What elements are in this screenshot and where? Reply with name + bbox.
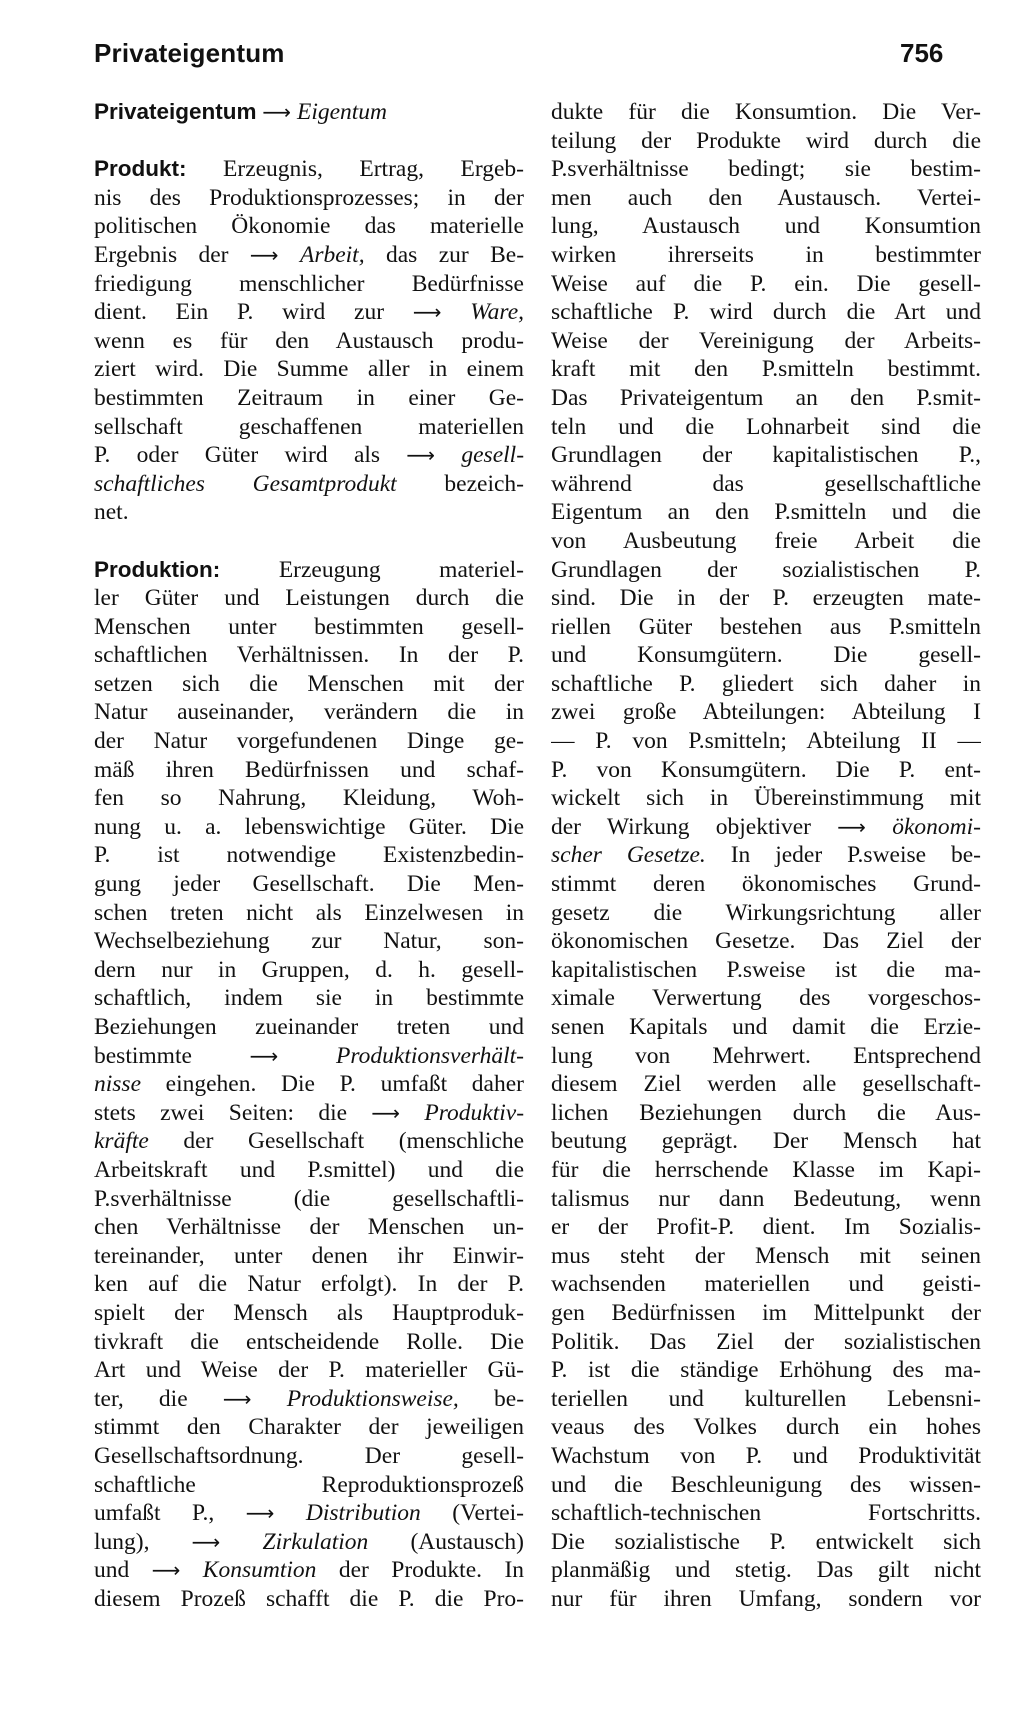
text-line: dukte für die Konsumtion. Die Ver-	[551, 99, 981, 125]
text-line: gesetz die Wirkungsrichtung aller	[551, 899, 981, 926]
cross-reference: schaftliches Gesamtprodukt	[94, 470, 397, 497]
text-line: bestimmten Zeitraum in einer Ge-	[94, 384, 524, 411]
cross-reference: Produktionsweise,	[286, 1385, 459, 1412]
cross-reference: kräfte	[94, 1128, 149, 1155]
text-line: Wachstum von P. und Produktivität	[551, 1442, 981, 1469]
text-line: senen Kapitals und damit die Erzie-	[551, 1014, 981, 1040]
text-line: schaftliche P. gliedert sich daher in	[551, 670, 981, 697]
text-line: und die Beschleunigung des wissen-	[551, 1471, 981, 1498]
text-line: schaftliches Gesamtprodukt bezeich-	[94, 470, 524, 497]
cross-reference: Konsumtion	[202, 1557, 317, 1584]
text-line: planmäßig und stetig. Das gilt nicht	[551, 1557, 981, 1584]
text-line: lung), ⟶ Zirkulation (Austausch)	[94, 1528, 524, 1555]
text-line: politischen Ökonomie das materielle	[94, 213, 524, 240]
text-line: stets zwei Seiten: die ⟶ Produktiv-	[94, 1099, 524, 1126]
cross-reference: ökonomi-	[892, 813, 981, 840]
text-line: während das gesellschaftliche	[551, 470, 981, 497]
text-line: ken auf die Natur erfolgt). In der P.	[94, 1271, 524, 1298]
headword: Produktion:	[94, 556, 221, 582]
cross-reference: gesell-	[461, 442, 524, 469]
text-line: wirken ihrerseits in bestimmter	[551, 241, 981, 268]
text-line: — P. von P.smitteln; Abteilung II —	[551, 728, 981, 755]
left-column	[94, 98, 524, 1613]
text-line: Beziehungen zueinander treten und	[94, 1014, 524, 1040]
entry-produkt	[94, 155, 524, 527]
text-line: ler Güter und Leistungen durch die	[94, 585, 524, 612]
text-line: er der Profit-P. dient. Im Sozialis-	[551, 1214, 981, 1241]
text-line: veaus des Volkes durch ein hohes	[551, 1414, 981, 1441]
text-line: Wechselbeziehung zur Natur, son-	[94, 928, 524, 955]
text-line: Art und Weise der P. materieller Gü-	[94, 1357, 524, 1384]
text-line: schaftlich, indem sie in bestimmte	[94, 985, 524, 1012]
text-line: Grundlagen der sozialistischen P.	[551, 556, 981, 583]
text-line: lung von Mehrwert. Entsprechend	[551, 1042, 981, 1069]
right-column	[551, 98, 981, 1613]
text-line: net.	[94, 499, 129, 526]
text-line: umfaßt P., ⟶ Distribution (Vertei-	[94, 1500, 524, 1527]
text-line: für die herrschende Klasse im Kapi-	[551, 1156, 981, 1183]
text-line: tereinander, unter denen ihr Einwir-	[94, 1242, 524, 1269]
text-line: wickelt sich in Übereinstimmung mit	[551, 785, 981, 812]
text-line: kapitalistischen P.sweise ist die ma-	[551, 956, 981, 983]
text-line: wenn es für den Austausch produ-	[94, 327, 524, 354]
cross-reference-arrow-icon: ⟶	[151, 1558, 181, 1583]
text-line: ziert wird. Die Summe aller in einem	[94, 356, 524, 383]
text-line: Politik. Das Ziel der sozialistischen	[551, 1328, 981, 1355]
text-line: nisse eingehen. Die P. umfaßt daher	[94, 1071, 524, 1098]
text-line: schaftlich-technischen Fortschritts.	[551, 1500, 981, 1527]
text-line: talismus nur dann Bedeutung, wenn	[551, 1185, 981, 1212]
text-line: lung, Austausch und Konsumtion	[551, 213, 981, 240]
text-line: stimmt deren ökonomisches Grund-	[551, 871, 981, 898]
text-line: P. ist notwendige Existenzbedin-	[94, 842, 524, 869]
cross-reference-arrow-icon: ⟶	[412, 300, 442, 325]
text-line: Grundlagen der kapitalistischen P.,	[551, 442, 981, 469]
text-line: und Konsumgütern. Die gesell-	[551, 642, 981, 669]
text-line: ökonomischen Gesetze. Das Ziel der	[551, 928, 981, 955]
headword: Privateigentum	[94, 99, 257, 124]
text-line: friedigung menschlicher Bedürfnisse	[94, 270, 524, 297]
text-line: teln und die Lohnarbeit sind die	[551, 413, 981, 440]
text-line: setzen sich die Menschen mit der	[94, 670, 524, 697]
text-line: Eigentum an den P.smitteln und die	[551, 499, 981, 526]
text-line: P. oder Güter wird als ⟶ gesell-	[94, 442, 524, 469]
text-line: fen so Nahrung, Kleidung, Woh-	[94, 785, 524, 812]
cross-reference-arrow-icon: ⟶	[371, 1100, 401, 1125]
text-line: schaftliche P. wird durch die Art und	[551, 299, 981, 326]
text-line: ter, die ⟶ Produktionsweise, be-	[94, 1385, 524, 1412]
text-line: kräfte der Gesellschaft (menschliche	[94, 1128, 524, 1155]
running-head: Privateigentum	[94, 38, 285, 68]
text-line: men auch den Austausch. Vertei-	[551, 184, 981, 211]
cross-reference: Distribution	[305, 1500, 421, 1527]
text-line: Produkt: Erzeugnis, Ertrag, Ergeb-	[94, 156, 524, 183]
cross-reference-arrow-icon: ⟶	[837, 814, 866, 839]
text-line: P.sverhältnisse bedingt; sie bestim-	[551, 156, 981, 183]
text-line: lichen Beziehungen durch die Aus-	[551, 1099, 981, 1126]
text-line: mäß ihren Bedürfnissen und schaf-	[94, 756, 524, 783]
text-line: der Wirkung objektiver ⟶ ökonomi-	[551, 813, 981, 840]
text-line: teriellen und kulturellen Lebensni-	[551, 1385, 981, 1412]
cross-reference-arrow-icon: ⟶	[406, 443, 436, 468]
text-line: wachsenden materiellen und geisti-	[551, 1271, 981, 1298]
text-line: Ergebnis der ⟶ Arbeit, das zur Be-	[94, 241, 524, 268]
text-line: diesem Prozeß schafft die P. die Pro-	[94, 1585, 524, 1612]
entry-privateigentum	[94, 98, 524, 127]
text-line: der Natur vorgefundenen Dinge ge-	[94, 728, 524, 755]
text-line: dient. Ein P. wird zur ⟶ Ware,	[94, 299, 524, 326]
text-line: nung u. a. lebenswichtige Güter. Die	[94, 813, 524, 840]
text-line: schaftlichen Verhältnissen. In der P.	[94, 642, 524, 669]
headword: Produkt:	[94, 156, 187, 182]
text-line: diesem Ziel werden alle gesellschaft-	[551, 1071, 981, 1098]
text-line: chen Verhältnisse der Menschen un-	[94, 1214, 524, 1241]
text-line: Die sozialistische P. entwickelt sich	[551, 1528, 981, 1555]
text-line: Menschen unter bestimmten gesell-	[94, 613, 524, 640]
text-line: teilung der Produkte wird durch die	[551, 127, 981, 154]
cross-reference: nisse	[94, 1071, 141, 1098]
cross-reference: Arbeit,	[299, 241, 365, 268]
text-line: zwei große Abteilungen: Abteilung I	[551, 699, 981, 726]
text-line: Natur auseinander, verändern die in	[94, 699, 524, 726]
text-line: gen Bedürfnissen im Mittelpunkt der	[551, 1299, 981, 1326]
text-line: dern nur in Gruppen, d. h. gesell-	[94, 956, 524, 983]
page-number: 756	[900, 38, 944, 68]
cross-reference-arrow-icon: ⟶	[262, 100, 292, 124]
cross-reference: scher Gesetze.	[551, 842, 706, 869]
cross-reference: Produktiv-	[424, 1099, 524, 1126]
cross-reference-arrow-icon: ⟶	[245, 1501, 275, 1526]
text-line: Das Privateigentum an den P.smit-	[551, 384, 981, 411]
text-line: kraft mit den P.smitteln bestimmt.	[551, 356, 981, 383]
text-line: schen treten nicht als Einzelwesen in	[94, 899, 524, 926]
cross-reference: Ware,	[470, 299, 524, 326]
text-line: P. von Konsumgütern. Die P. ent-	[551, 756, 981, 783]
text-line: riellen Güter bestehen aus P.smitteln	[551, 613, 981, 640]
text-line: P. ist die ständige Erhöhung des ma-	[551, 1357, 981, 1384]
text-line: bestimmte ⟶ Produktionsverhält-	[94, 1042, 524, 1069]
text-line: sind. Die in der P. erzeugten mate-	[551, 585, 981, 612]
text-line: schaftliche Reproduktionsprozeß	[94, 1471, 524, 1498]
text-line: Arbeitskraft und P.smittel) und die	[94, 1156, 524, 1183]
text-line: mus steht der Mensch mit seinen	[551, 1242, 981, 1269]
cross-reference-arrow-icon: ⟶	[191, 1529, 221, 1554]
cross-reference-arrow-icon: ⟶	[222, 1386, 252, 1411]
text-line: sellschaft geschaffenen materiellen	[94, 413, 524, 440]
cross-reference: Zirkulation	[262, 1528, 369, 1555]
text-line: Produktion: Erzeugung materiel-	[94, 556, 524, 583]
cross-reference-arrow-icon: ⟶	[249, 1043, 279, 1068]
text-line: nur für ihren Umfang, sondern vor	[551, 1585, 981, 1612]
text-line: nis des Produktionsprozesses; in der	[94, 184, 524, 211]
text-line: von Ausbeutung freie Arbeit die	[551, 527, 981, 554]
text-line: P.sverhältnisse (die gesellschaftli-	[94, 1185, 524, 1212]
text-line: Weise auf die P. ein. Die gesell-	[551, 270, 981, 297]
cross-reference-arrow-icon: ⟶	[249, 242, 279, 267]
cross-reference: Eigentum	[296, 99, 388, 125]
text-line: ximale Verwertung des vorgeschos-	[551, 985, 981, 1012]
text-line: und ⟶ Konsumtion der Produkte. In	[94, 1557, 524, 1584]
cross-reference: Produktionsverhält-	[336, 1042, 524, 1069]
text-line: scher Gesetze. In jeder P.sweise be-	[551, 842, 981, 869]
text-line: gung jeder Gesellschaft. Die Men-	[94, 871, 524, 898]
text-line: stimmt den Charakter der jeweiligen	[94, 1414, 524, 1441]
text-line: beutung geprägt. Der Mensch hat	[551, 1128, 981, 1155]
text-line: spielt der Mensch als Hauptproduk-	[94, 1299, 524, 1326]
text-line: Weise der Vereinigung der Arbeits-	[551, 327, 981, 354]
text-line: Gesellschaftsordnung. Der gesell-	[94, 1442, 524, 1469]
text-line: tivkraft die entscheidende Rolle. Die	[94, 1328, 524, 1355]
entry-produktion	[94, 556, 524, 1614]
